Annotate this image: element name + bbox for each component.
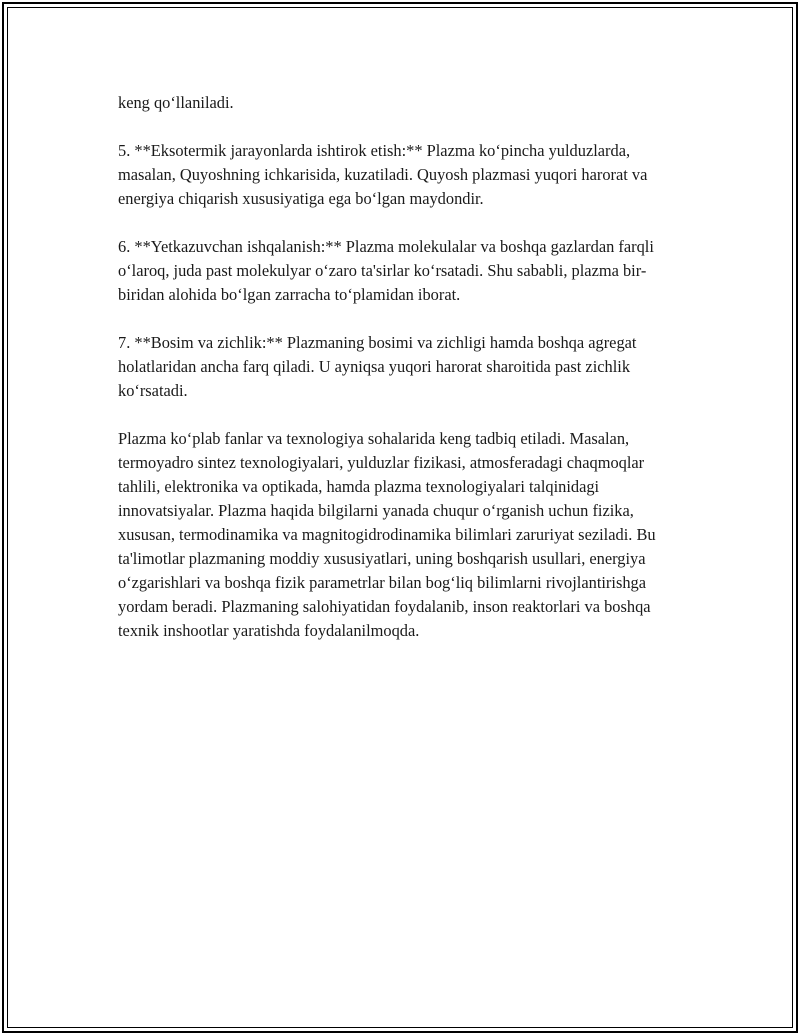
paragraph-item-6: 6. **Yetkazuvchan ishqalanish:** Plazma molekulalar va boshqa gazlardan farqli o‘laroq, juda past molekulyar o‘zaro ta'sirlar ko‘rsatadi. Shu sababli, plazma bir-biridan alohida bo‘lgan zarracha to‘plamidan iborat.: [118, 237, 654, 304]
paragraph-continuation: keng qo‘llaniladi.: [118, 93, 234, 112]
paragraph-item-5: 5. **Eksotermik jarayonlarda ishtirok etish:** Plazma ko‘pincha yulduzlarda, masalan, Quyoshning ichkarisida, kuzatiladi. Quyosh plazmasi yuqori harorat va energiya chiqarish xususiyatiga ega bo‘lgan maydondir.: [118, 141, 648, 208]
document-body: [118, 91, 688, 667]
paragraph-summary: Plazma ko‘plab fanlar va texnologiya sohalarida keng tadbiq etiladi. Masalan, termoyadro sintez texnologiyalari, yulduzlar fizikasi, atmosferadagi chaqmoqlar tahlili, elektronika va optikada, hamda plazma texnologiyalari talqinidagi innovatsiyalar. Plazma haqida bilgilarni yanada chuqur o‘rganish uchun fizika, xususan, termodinamika va magnitogidrodinamika bilimlari zaruriyat seziladi. Bu ta'limotlar plazmaning moddiy xususiyatlari, uning boshqarish usullari, energiya o‘zgarishlari va boshqa fizik parametrlar bilan bog‘liq bilimlarni rivojlantirishga yordam beradi. Plazmaning salohiyatidan foydalanib, inson reaktorlari va boshqa texnik inshootlar yaratishda foydalanilmoqda.: [118, 429, 656, 640]
paragraph-item-7: 7. **Bosim va zichlik:** Plazmaning bosimi va zichligi hamda boshqa agregat holatlaridan ancha farq qiladi. U ayniqsa yuqori harorat sharoitida past zichlik ko‘rsatadi.: [118, 333, 637, 400]
